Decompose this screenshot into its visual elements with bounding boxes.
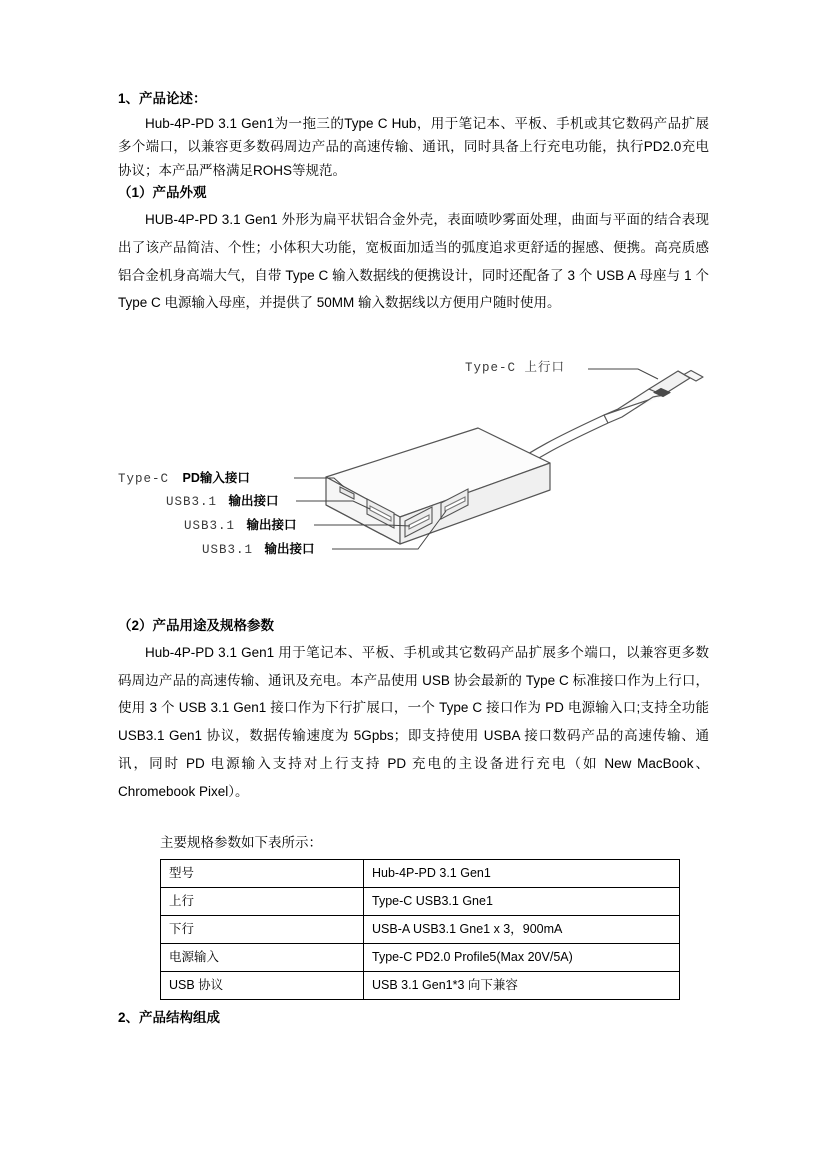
leader-uplink: [588, 369, 658, 379]
section-2-heading: 2、产品结构组成: [118, 1010, 221, 1026]
section-1-1-paragraph: HUB-4P-PD 3.1 Gen1 外形为扁平状铝合金外壳，表面喷吵雾面处理，曲面与平面的结合表现出了该产品简洁、个性；小体积大功能，宽板面加适当的弧度追求更舒适的握感、便携。高亮质感铝合金机身高端大气，自带 Type C 输入数据线的便携设计，同时还配备了 3 个 USB A 母座与 1 个 Type C 电源输入母座，并提供了 50MM 输入数据线以方便用户随时使用。: [118, 212, 709, 311]
section-1-2-paragraph: Hub-4P-PD 3.1 Gen1 用于笔记本、平板、手机或其它数码产品扩展多个端口，以兼容更多数码周边产品的高速传输、通讯及充电。本产品使用 USB 协会最新的 Type C 标准接口作为上行口，使用 3 个 USB 3.1 Gen1 接口作为下行扩展口，一个 Type C 接口作为 PD 电源输入口;支持全功能 USB3.1 Gen1 协议，数据传输速度为 5Gpbs；即支持使用 USBA 接口数码产品的高速传输、通讯，同时 PD 电源输入支持对上行支持 PD 充电的主设备进行充电（如 New MacBook、Chromebook Pixel）。: [118, 645, 709, 799]
spec-key: USB 协议: [161, 972, 364, 1000]
table-row: [161, 944, 680, 972]
product-diagram: [118, 327, 709, 599]
spec-value: Hub-4P-PD 3.1 Gen1: [364, 860, 680, 888]
label-usb-port-2: USB3.1 输出接口: [184, 517, 297, 533]
section-1-paragraph: Hub-4P-PD 3.1 Gen1为一拖三的Type C Hub，用于笔记本、平板、手机或其它数码产品扩展多个端口，以兼容更多数码周边产品的高速传输、通讯，同时具备上行充电功能，执行PD2.0充电协议；本产品严格满足ROHS等规范。: [118, 116, 709, 178]
spec-value: Type-C PD2.0 Profile5(Max 20V/5A): [364, 944, 680, 972]
label-pd-port: Type-C PD输入接口: [118, 470, 250, 486]
section-1-heading: 1、产品论述：: [118, 91, 207, 106]
spec-table-caption: 主要规格参数如下表所示：: [160, 835, 322, 851]
label-usb-port-3: USB3.1 输出接口: [202, 541, 315, 557]
spec-table: [160, 859, 680, 1000]
table-row: [161, 916, 680, 944]
product-illustration-svg: [118, 327, 709, 599]
spec-key: 上行: [161, 888, 364, 916]
label-uplink: Type-C 上行口: [465, 360, 566, 375]
section-1-2-heading: （2）产品用途及规格参数: [118, 617, 275, 633]
spec-value: USB 3.1 Gen1*3 向下兼容: [364, 972, 680, 1000]
table-row: [161, 860, 680, 888]
table-row: [161, 972, 680, 1000]
spec-key: 下行: [161, 916, 364, 944]
table-row: [161, 888, 680, 916]
label-usb-port-1: USB3.1 输出接口: [166, 493, 279, 509]
spec-value: Type-C USB3.1 Gne1: [364, 888, 680, 916]
spec-key: 型号: [161, 860, 364, 888]
spec-value: USB-A USB3.1 Gne1 x 3，900mA: [364, 916, 680, 944]
section-1-1-heading: （1）产品外观: [118, 184, 207, 200]
spec-key: 电源输入: [161, 944, 364, 972]
